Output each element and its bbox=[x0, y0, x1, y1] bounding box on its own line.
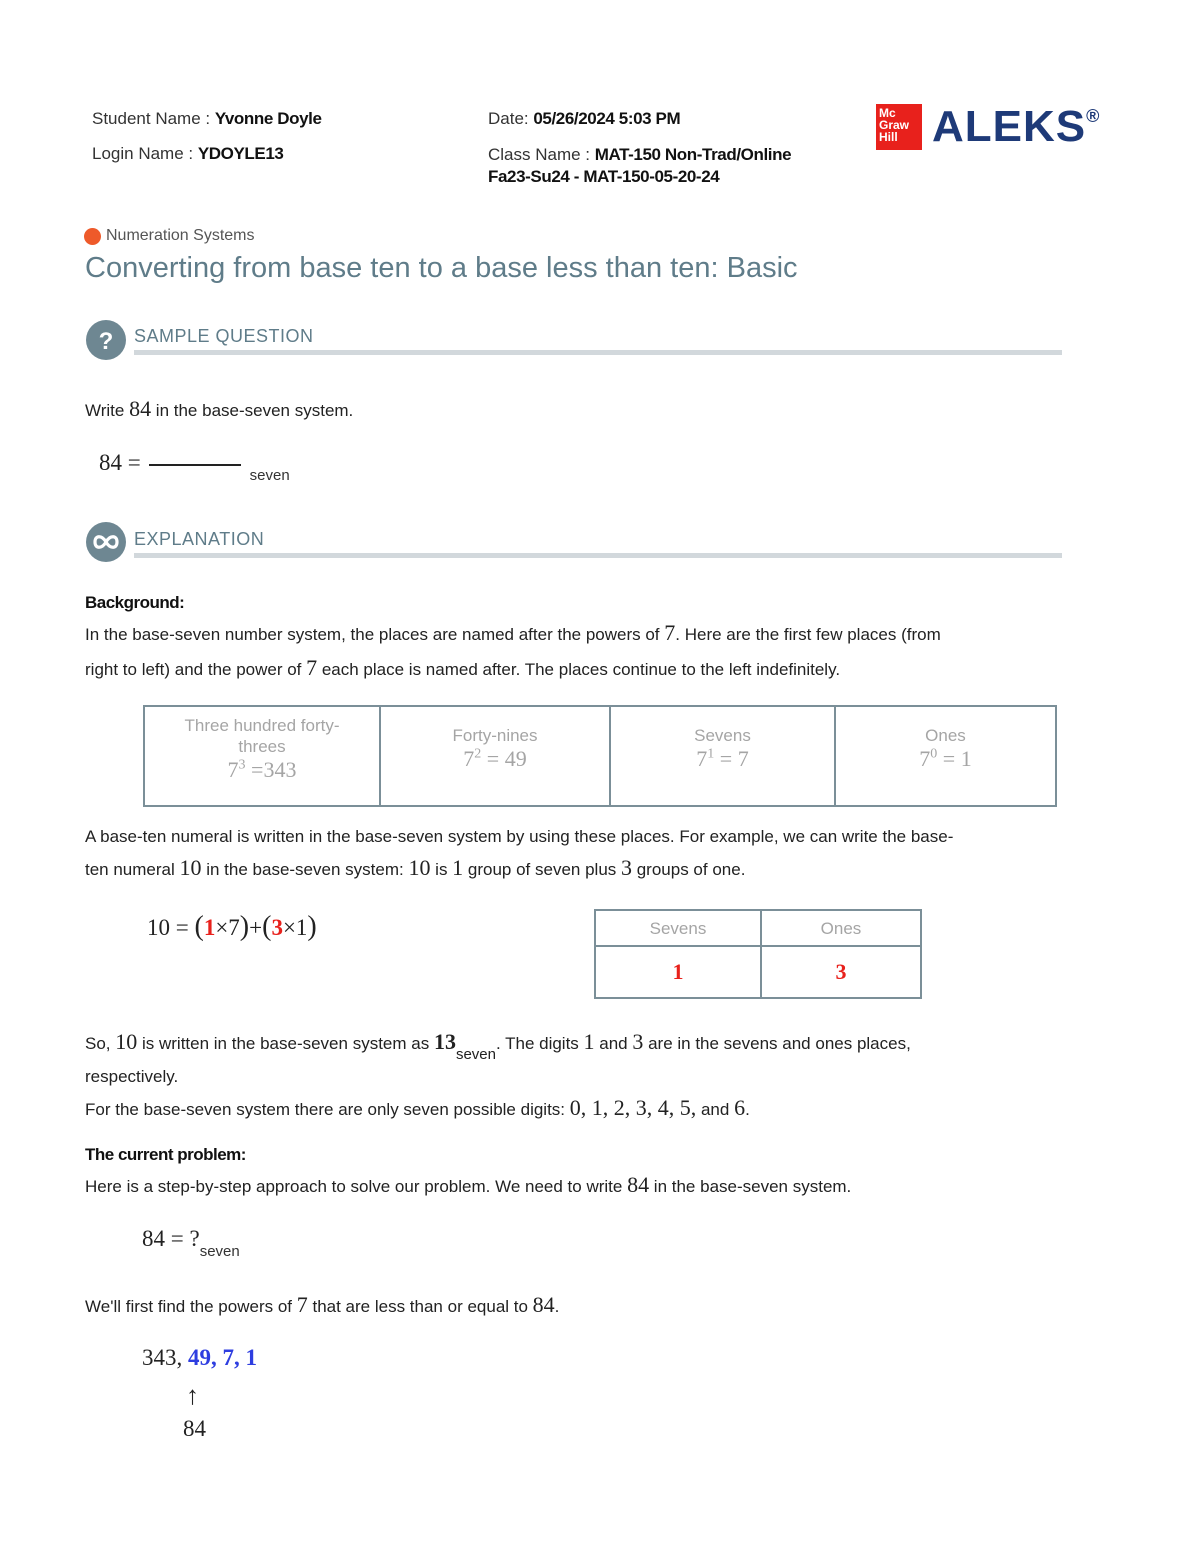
question-icon bbox=[86, 320, 126, 360]
pow-end: . bbox=[554, 1297, 560, 1316]
place-exp-49: 2 bbox=[474, 746, 482, 762]
topic-dot-icon bbox=[84, 228, 101, 245]
ex-line2-b: in the base-seven system: bbox=[201, 860, 409, 879]
login-name-label: Login Name : bbox=[92, 144, 198, 163]
place-cell-7 bbox=[610, 706, 835, 806]
arrow-value: 84 bbox=[183, 1416, 206, 1441]
eq84-lhs: 84 = ? bbox=[142, 1226, 200, 1251]
bg-line1-number: 7 bbox=[664, 620, 676, 645]
eq10-paren-close-2: ) bbox=[307, 911, 317, 942]
example-header-ones bbox=[761, 910, 921, 946]
eq10-plus: + bbox=[249, 915, 263, 940]
eq10-digit-3: 3 bbox=[271, 915, 283, 940]
ex-line2-c: is bbox=[430, 860, 453, 879]
digits-line bbox=[85, 1095, 750, 1121]
student-name-value: Yvonne Doyle bbox=[214, 109, 322, 128]
place-value-table bbox=[143, 705, 1057, 807]
place-exp-1: 0 bbox=[930, 746, 938, 762]
cur-pre: Here is a step-by-step approach to solve our problem. We need to write bbox=[85, 1177, 628, 1196]
sample-equation-subscript: seven bbox=[249, 467, 290, 484]
current-problem-line bbox=[85, 1172, 851, 1198]
logo-mc: Mc bbox=[879, 106, 896, 120]
so-subscript: seven bbox=[455, 1046, 496, 1063]
example-place-table bbox=[594, 909, 922, 999]
cur-number: 84 bbox=[627, 1172, 650, 1197]
place-label-7: Sevens bbox=[694, 726, 751, 745]
eq10-paren-close-1: ) bbox=[239, 911, 250, 942]
digits-pre: For the base-seven system there are only seven possible digits: bbox=[85, 1100, 570, 1119]
class-name-value-line1: MAT-150 Non-Trad/Online bbox=[594, 145, 792, 164]
so-pre: So, bbox=[85, 1034, 116, 1053]
topic-title: Converting from base ten to a base less than ten: Basic bbox=[85, 252, 798, 284]
logo-hill: Hill bbox=[879, 130, 898, 144]
bg-line1-pre: In the base-seven number system, the places are named after the powers of bbox=[85, 625, 665, 644]
so-post-b: and bbox=[594, 1034, 633, 1053]
pow-number-2: 84 bbox=[532, 1292, 555, 1317]
power-1: 1 bbox=[245, 1345, 257, 1370]
so-post-a: . The digits bbox=[495, 1034, 584, 1053]
example-table-header-row bbox=[595, 910, 921, 946]
example-header-sevens bbox=[595, 910, 761, 946]
eq10-digit-1: 1 bbox=[203, 915, 216, 940]
registered-mark: ® bbox=[1086, 106, 1100, 126]
bg-line2-number: 7 bbox=[306, 655, 318, 680]
place-label-343: Three hundred forty-threes bbox=[184, 716, 340, 756]
place-exp-343: 3 bbox=[238, 757, 246, 773]
eq84-subscript: seven bbox=[199, 1243, 240, 1260]
place-value-row bbox=[144, 706, 1056, 806]
so-post-c: are in the sevens and ones places, bbox=[643, 1034, 911, 1053]
cur-post: in the base-seven system. bbox=[649, 1177, 852, 1196]
powers-list bbox=[142, 1345, 257, 1371]
so-digit-3: 3 bbox=[632, 1029, 644, 1054]
mcgraw-hill-logo bbox=[876, 104, 922, 150]
eq10-times-1: ×1 bbox=[282, 915, 308, 940]
eq10-paren-open-1: ( bbox=[194, 911, 204, 942]
place-value-343: =343 bbox=[251, 757, 297, 782]
ex-line2-n3: 1 bbox=[452, 855, 464, 880]
place-label-1: Ones bbox=[925, 726, 966, 745]
ex-line2-d: group of seven plus bbox=[463, 860, 621, 879]
sample-equation-lhs: 84 = bbox=[99, 450, 141, 475]
svg-text:?: ? bbox=[98, 328, 114, 355]
place-value-7: = 7 bbox=[719, 746, 749, 771]
pow-mid: that are less than or equal to bbox=[307, 1297, 533, 1316]
eq84 bbox=[142, 1226, 240, 1260]
sample-prompt-pre: Write bbox=[85, 401, 130, 420]
place-cell-1 bbox=[835, 706, 1056, 806]
sample-prompt-post: in the base-seven system. bbox=[151, 401, 354, 420]
place-base-1: 7 bbox=[919, 746, 931, 771]
example-digit-ones-text: 3 bbox=[835, 959, 847, 984]
example-table-digit-row bbox=[595, 946, 921, 998]
topic-category: Numeration Systems bbox=[106, 227, 255, 244]
background-line-2 bbox=[85, 655, 840, 681]
place-math-7 bbox=[612, 746, 833, 772]
ex-line2-n4: 3 bbox=[621, 855, 632, 880]
power-343: 343, bbox=[142, 1345, 183, 1370]
digits-end: . bbox=[745, 1100, 750, 1119]
ex-line2-n2: 10 bbox=[408, 855, 431, 880]
current-problem-heading: The current problem: bbox=[85, 1145, 246, 1164]
student-name-label: Student Name : bbox=[92, 109, 215, 128]
login-name-value: YDOYLE13 bbox=[197, 144, 284, 163]
so-line-1 bbox=[85, 1029, 911, 1063]
background-line-1 bbox=[85, 620, 941, 646]
place-base-49: 7 bbox=[463, 746, 475, 771]
place-label-49: Forty-nines bbox=[452, 726, 538, 745]
explanation-divider bbox=[134, 553, 1062, 558]
class-name-label: Class Name : bbox=[488, 145, 595, 164]
example-header-ones-text: Ones bbox=[820, 918, 862, 938]
example-equation bbox=[147, 911, 317, 943]
eq10-paren-open-2: ( bbox=[262, 911, 272, 942]
logo-graw: Graw bbox=[879, 118, 910, 132]
sample-question-title: SAMPLE QUESTION bbox=[134, 326, 314, 346]
bg-line1-post: . Here are the first few places (from bbox=[675, 625, 941, 644]
digits-last: 6 bbox=[734, 1095, 746, 1120]
place-base-343: 7 bbox=[227, 757, 239, 782]
example-line-2 bbox=[85, 855, 745, 881]
example-header-sevens-text: Sevens bbox=[649, 918, 707, 938]
place-cell-343 bbox=[144, 706, 380, 806]
place-base-7: 7 bbox=[696, 746, 708, 771]
place-math-343 bbox=[146, 757, 378, 783]
ex-line2-e: groups of one. bbox=[632, 860, 746, 879]
sample-equation bbox=[99, 450, 290, 484]
aleks-wordmark: ALEKS bbox=[932, 102, 1087, 151]
place-value-49: = 49 bbox=[486, 746, 527, 771]
sample-prompt-number: 84 bbox=[129, 396, 152, 421]
up-arrow-icon: ↑ bbox=[186, 1381, 199, 1410]
sample-prompt bbox=[85, 396, 353, 422]
so-line-2: respectively. bbox=[85, 1067, 179, 1086]
power-7: 7, bbox=[222, 1345, 240, 1370]
pow-pre: We'll first find the powers of bbox=[85, 1297, 297, 1316]
digits-and: and bbox=[696, 1100, 735, 1119]
place-value-1: = 1 bbox=[942, 746, 972, 771]
powers-line bbox=[85, 1292, 559, 1318]
pow-number: 7 bbox=[296, 1292, 308, 1317]
class-name-row bbox=[488, 144, 868, 188]
eq10-times-7: ×7 bbox=[215, 915, 240, 940]
date-label: Date: bbox=[488, 109, 534, 128]
eq10-lhs: 10 = bbox=[147, 915, 195, 940]
so-digit-1: 1 bbox=[583, 1029, 595, 1054]
login-name-row bbox=[92, 144, 283, 164]
infinity-icon bbox=[86, 522, 126, 562]
bg-line2-pre: right to left) and the power of bbox=[85, 660, 307, 679]
place-cell-49 bbox=[380, 706, 610, 806]
ex-line2-n1: 10 bbox=[179, 855, 202, 880]
sample-question-divider bbox=[134, 350, 1062, 355]
so-mid: is written in the base-seven system as bbox=[137, 1034, 434, 1053]
student-name-row bbox=[92, 109, 322, 129]
example-digit-ones bbox=[761, 946, 921, 998]
explanation-title: EXPLANATION bbox=[134, 529, 265, 549]
place-math-49 bbox=[382, 746, 608, 772]
example-digit-sevens-text: 1 bbox=[672, 959, 684, 984]
ex-line2-a: ten numeral bbox=[85, 860, 180, 879]
place-math-1 bbox=[837, 746, 1054, 772]
class-name-value-line2: Fa23-Su24 - MAT-150-05-20-24 bbox=[488, 167, 720, 186]
place-exp-7: 1 bbox=[707, 746, 715, 762]
date-row bbox=[488, 109, 680, 129]
example-digit-sevens bbox=[595, 946, 761, 998]
power-49: 49, bbox=[188, 1345, 217, 1370]
digits-list: 0, 1, 2, 3, 4, 5, bbox=[569, 1095, 697, 1120]
so-result: 13 bbox=[433, 1029, 456, 1054]
bg-line2-post: each place is named after. The places continue to the left indefinitely. bbox=[317, 660, 841, 679]
answer-blank bbox=[149, 464, 241, 466]
background-heading: Background: bbox=[85, 593, 185, 612]
date-value: 05/26/2024 5:03 PM bbox=[533, 109, 681, 128]
example-line-1: A base-ten numeral is written in the base-seven system by using these places. For example, we can write the base- bbox=[85, 827, 954, 846]
so-number: 10 bbox=[115, 1029, 138, 1054]
aleks-logo bbox=[876, 102, 1099, 152]
